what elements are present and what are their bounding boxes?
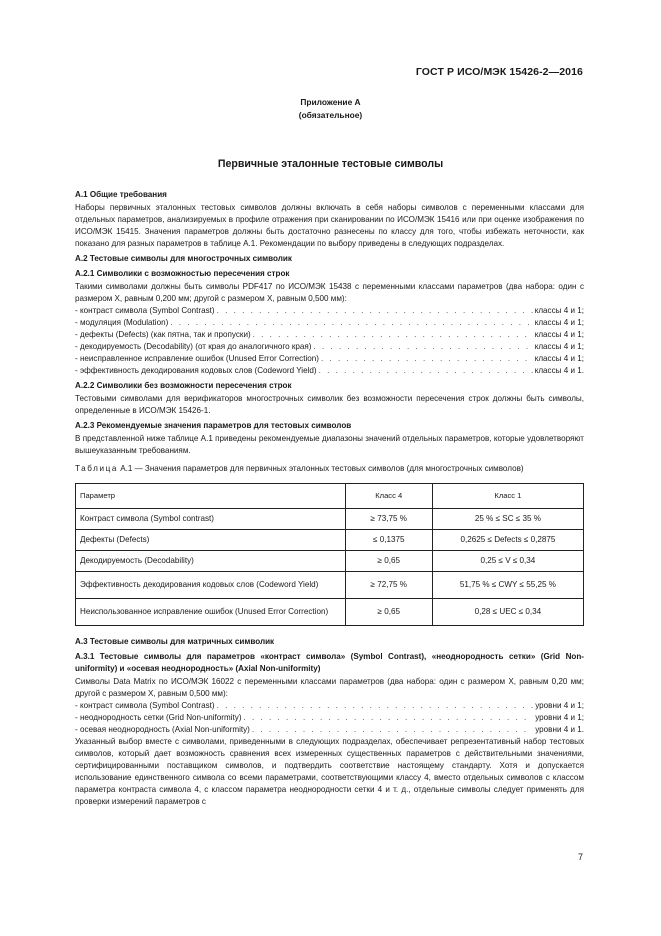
- table-cell: 0,25 ≤ V ≤ 0,34: [432, 551, 583, 572]
- list-item-label: - модуляция (Modulation): [75, 318, 169, 327]
- table-cell: ≤ 0,1375: [345, 530, 432, 551]
- list-item: [75, 341, 584, 353]
- leader-dots: [170, 317, 532, 329]
- list-item-value: классы 4 и 1;: [534, 342, 584, 351]
- table-caption-prefix: Таблица: [75, 464, 118, 473]
- list-item-value: классы 4 и 1.: [534, 366, 584, 375]
- leader-dots: [244, 712, 534, 724]
- list-item-label: - дефекты (Defects) (как пятна, так и пропуски): [75, 330, 251, 339]
- table-row: [76, 530, 584, 551]
- standard-id: ГОСТ Р ИСО/МЭК 15426-2—2016: [415, 66, 583, 78]
- list-item: [75, 329, 584, 341]
- paragraph-a22: Тестовыми символами для верификаторов многострочных символик без возможности пересечения строк должны быть символы, определенные в ИСО/МЭК 15426-1.: [75, 394, 584, 415]
- parameter-list-a31: [75, 700, 584, 736]
- table-row: [76, 551, 584, 572]
- table-cell: Дефекты (Defects): [76, 530, 346, 551]
- section-heading-a21: А.2.1 Символики с возможностью пересечения строк: [75, 269, 290, 278]
- paragraph-a23: В представленной ниже таблице А.1 приведены рекомендуемые диапазоны значений отдельных параметров, которые удовлетворяют вышеуказанным требованиям.: [75, 434, 584, 455]
- table-cell: ≥ 72,75 %: [345, 572, 432, 599]
- section-heading-a1: А.1 Общие требования: [75, 190, 167, 199]
- leader-dots: [313, 341, 532, 353]
- column-header: Класс 1: [432, 484, 583, 509]
- table-cell: Эффективность декодирования кодовых слов (Codeword Yield): [76, 572, 346, 599]
- appendix-heading: [0, 96, 661, 122]
- page-title: Первичные эталонные тестовые символы: [217, 158, 444, 170]
- table-cell: Декодируемость (Decodability): [76, 551, 346, 572]
- section-heading-a23: А.2.3 Рекомендуемые значения параметров для тестовых символов: [75, 421, 352, 430]
- list-item-value: уровни 4 и 1;: [535, 713, 584, 722]
- section-heading-a31: А.3.1 Тестовые символы для параметров «контраст символа» (Symbol Contrast), «неоднородность сетки» (Grid Non-uniformity) и «осевая неоднородность» (Axial Non-uniformity): [75, 652, 584, 673]
- table-cell: ≥ 73,75 %: [345, 509, 432, 530]
- list-item-value: классы 4 и 1;: [534, 318, 584, 327]
- page-number: 7: [577, 852, 583, 862]
- list-item-label: - декодируемость (Decodability) (от края до аналогичного края): [75, 342, 312, 351]
- leader-dots: [253, 329, 533, 341]
- list-item: [75, 353, 584, 365]
- leader-dots: [321, 353, 533, 365]
- table-caption: [75, 463, 584, 475]
- list-item-label: - контраст символа (Symbol Contrast): [75, 701, 215, 710]
- table-row: [76, 599, 584, 626]
- table-row: [76, 509, 584, 530]
- list-item-value: классы 4 и 1;: [534, 306, 584, 315]
- list-item: [75, 317, 584, 329]
- table-cell: ≥ 0,65: [345, 551, 432, 572]
- parameter-table: [75, 483, 584, 626]
- appendix-status: (обязательное): [298, 110, 363, 120]
- list-item-label: - неоднородность сетки (Grid Non-uniformity): [75, 713, 242, 722]
- list-item-value: уровни 4 и 1.: [535, 725, 584, 734]
- list-item: [75, 700, 584, 712]
- leader-dots: [252, 724, 533, 736]
- table-header-row: [76, 484, 584, 509]
- section-heading-a3: А.3 Тестовые символы для матричных символик: [75, 637, 275, 646]
- paragraph-a31: Символы Data Matrix по ИСО/МЭК 16022 с переменными классами параметров (два набора: один с размером X, равным 0,20 мм; другой с размером X, равным 0,500 мм):: [75, 677, 584, 698]
- table-cell: 25 % ≤ SC ≤ 35 %: [432, 509, 583, 530]
- leader-dots: [217, 700, 534, 712]
- list-item: [75, 365, 584, 377]
- leader-dots: [319, 365, 533, 377]
- list-item-value: классы 4 и 1;: [534, 354, 584, 363]
- table-cell: 0,28 ≤ UEC ≤ 0,34: [432, 599, 583, 626]
- section-heading-a22: А.2.2 Символики без возможности пересечения строк: [75, 381, 292, 390]
- list-item-label: - неисправленное исправление ошибок (Unused Error Correction): [75, 354, 319, 363]
- table-cell: ≥ 0,65: [345, 599, 432, 626]
- table-cell: 0,2625 ≤ Defects ≤ 0,2875: [432, 530, 583, 551]
- list-item-value: уровни 4 и 1;: [535, 701, 584, 710]
- list-item-label: - эффективность декодирования кодовых слов (Codeword Yield): [75, 366, 317, 375]
- section-heading-a2: А.2 Тестовые символы для многострочных символик: [75, 254, 292, 263]
- appendix-label: Приложение А: [300, 97, 361, 107]
- list-item-label: - контраст символа (Symbol Contrast): [75, 306, 215, 315]
- paragraph-a1: Наборы первичных эталонных тестовых символов должны включать в себя наборы символов с переменными классами для отдельных параметров, анализируемых в профиле отражения при сканировании по ИСО/МЭК 15416 или при оценке изображения по ИСО/МЭК 15415. Значения параметров должны быть достаточно разнесены по классу для того, чтобы избежать неточности, как показано для разных параметров в таблице А.1. Рекомендации по выбору приведены в следующих подразделах.: [75, 203, 584, 248]
- list-item-value: классы 4 и 1;: [534, 330, 584, 339]
- table-cell: Контраст символа (Symbol contrast): [76, 509, 346, 530]
- table-cell: 51,75 % ≤ CWY ≤ 55,25 %: [432, 572, 583, 599]
- paragraph-a31-continued: Указанный выбор вместе с символами, приведенными в следующих подразделах, обеспечивает репрезентативный набор тестовых символов, который дает возможность сравнения всех измеренных существенных параметров с действительными значениями, сертифицированными поставщиком символов, и подтвердить соответствие настоящему стандарту. Хотя и допускается использование единственного символа со всеми параметрами, соответствующими классу 4, вместо отдельных символов с классом параметра контраста символа 4, с классом параметра неоднородности сетки 4 и т. д., отдельные символы следует применять для проверки измерений параметров с: [75, 737, 584, 806]
- column-header: Класс 4: [345, 484, 432, 509]
- parameter-list-a21: [75, 305, 584, 377]
- table-row: [76, 572, 584, 599]
- leader-dots: [217, 305, 533, 317]
- paragraph-a21: Такими символами должны быть символы PDF417 по ИСО/МЭК 15438 с переменными классами параметров (два набора: один с размером X, равным 0,200 мм; другой с размером X, равным 0,500 мм):: [75, 282, 584, 303]
- document-body: [75, 186, 584, 808]
- list-item: [75, 305, 584, 317]
- list-item: [75, 712, 584, 724]
- column-header: Параметр: [76, 484, 346, 509]
- table-caption-text: А.1 — Значения параметров для первичных эталонных тестовых символов (для многострочных символов): [120, 464, 524, 473]
- table-cell: Неиспользованное исправление ошибок (Unused Error Correction): [76, 599, 346, 626]
- list-item: [75, 724, 584, 736]
- list-item-label: - осевая неоднородность (Axial Non-uniformity): [75, 725, 250, 734]
